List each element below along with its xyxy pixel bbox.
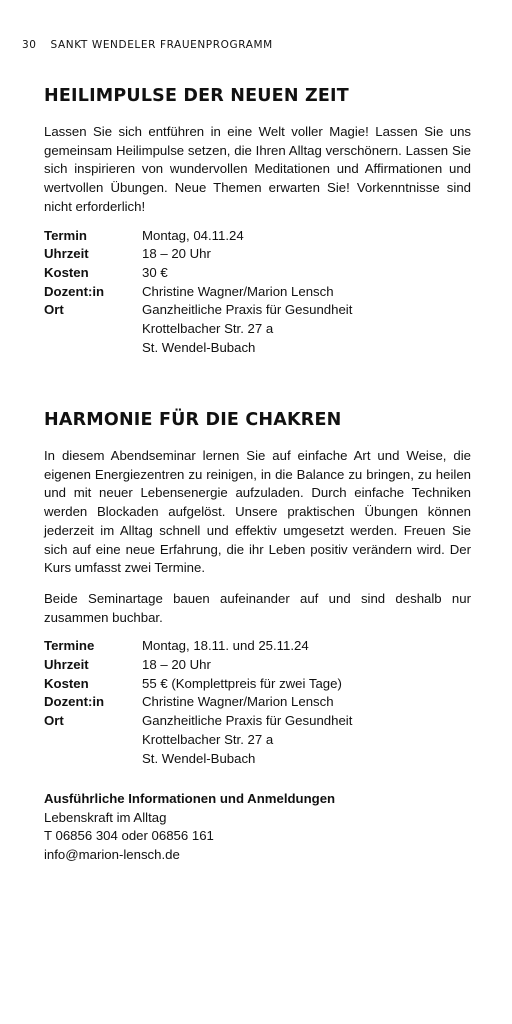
detail-value: Krottelbacher Str. 27 a (142, 731, 274, 747)
detail-label: Ort (44, 713, 64, 729)
detail-value: St. Wendel-Bubach (142, 750, 256, 766)
publication-title: SANKT WENDELER FRAUENPROGRAMM (50, 39, 273, 51)
detail-value: 18 – 20 Uhr (142, 657, 211, 673)
detail-row-termin (44, 227, 471, 246)
detail-row-dozent (44, 283, 471, 302)
detail-label (44, 750, 142, 769)
running-header (22, 39, 273, 51)
detail-value: Krottelbacher Str. 27 a (142, 321, 274, 337)
detail-row-address (44, 320, 471, 339)
detail-value: 18 – 20 Uhr (142, 246, 211, 262)
detail-value: 55 € (Komplettpreis für zwei Tage) (142, 675, 342, 691)
detail-row-uhrzeit (44, 656, 471, 675)
detail-row-dozent (44, 693, 471, 712)
contact-organization: Lebenskraft im Alltag (44, 809, 167, 825)
description-paragraph: Lassen Sie sich entführen in eine Welt voller Magie! Lassen Sie uns gemeinsam Heilimpulse setzen, die Ihren Alltag verschönern. Lassen Sie sich inspirieren von wundervollen Meditationen und Affirmationen und wertvollen Übungen. Neue Themen erwarten Sie! Vorkenntnisse sind nicht erforderlich! (44, 124, 471, 214)
contact-title: Ausführliche Informationen und Anmeldungen (44, 791, 336, 806)
detail-label: Dozent:in (44, 694, 105, 710)
detail-label: Dozent:in (44, 283, 105, 299)
detail-row-address (44, 731, 471, 750)
detail-row-kosten (44, 264, 471, 283)
detail-label: Termin (44, 227, 87, 243)
detail-row-city (44, 339, 471, 358)
detail-label: Kosten (44, 264, 89, 280)
detail-label (44, 731, 142, 750)
detail-value: Ganzheitliche Praxis für Gesundheit (142, 302, 353, 318)
detail-value: Montag, 04.11.24 (142, 227, 244, 243)
detail-label: Uhrzeit (44, 657, 89, 673)
description-paragraph: In diesem Abendseminar lernen Sie auf einfache Art und Weise, die eigenen Energiezentren zu reinigen, in die Balance zu bringen, zu heilen und mit neuer Lebensenergie aufzuladen. Durch einfache Techniken werden Blockaden aufgelöst. Unsere praktischen Übungen können jederzeit im Alltag schnell und effektiv umgesetzt werden. Freuen Sie sich auf eine neue Erfahrung, die ihr Leben positiv verändern wird. Der Kurs umfasst zwei Termine. (44, 448, 471, 576)
detail-label: Termine (44, 638, 95, 654)
detail-row-kosten (44, 675, 471, 694)
detail-label (44, 320, 142, 339)
detail-row-ort (44, 301, 471, 320)
detail-row-ort (44, 712, 471, 731)
detail-value: 30 € (142, 264, 168, 280)
detail-value: Montag, 18.11. und 25.11.24 (142, 638, 309, 654)
section-title: HEILIMPULSE DER NEUEN ZEIT (44, 86, 349, 106)
page-number: 30 (22, 39, 37, 51)
contact-block (44, 790, 335, 865)
description-paragraph: Beide Seminartage bauen aufeinander auf und sind deshalb nur zusammen buchbar. (44, 590, 471, 625)
detail-value: Christine Wagner/Marion Lensch (142, 694, 334, 710)
detail-row-termine (44, 637, 471, 656)
event-details (44, 227, 471, 358)
detail-value: St. Wendel-Bubach (142, 339, 256, 355)
contact-email[interactable]: info@marion-lensch.de (44, 847, 180, 863)
detail-label: Ort (44, 302, 64, 318)
detail-label (44, 339, 142, 358)
detail-row-city (44, 750, 471, 769)
detail-label: Kosten (44, 675, 89, 691)
detail-row-uhrzeit (44, 245, 471, 264)
section-title: HARMONIE FÜR DIE CHAKREN (44, 410, 342, 430)
event-section-chakren (44, 410, 471, 768)
event-details (44, 637, 471, 768)
contact-phone: T 06856 304 oder 06856 161 (44, 828, 214, 844)
detail-value: Christine Wagner/Marion Lensch (142, 283, 334, 299)
detail-value: Ganzheitliche Praxis für Gesundheit (142, 713, 353, 729)
detail-label: Uhrzeit (44, 246, 89, 262)
event-section-heilimpulse (44, 86, 471, 357)
